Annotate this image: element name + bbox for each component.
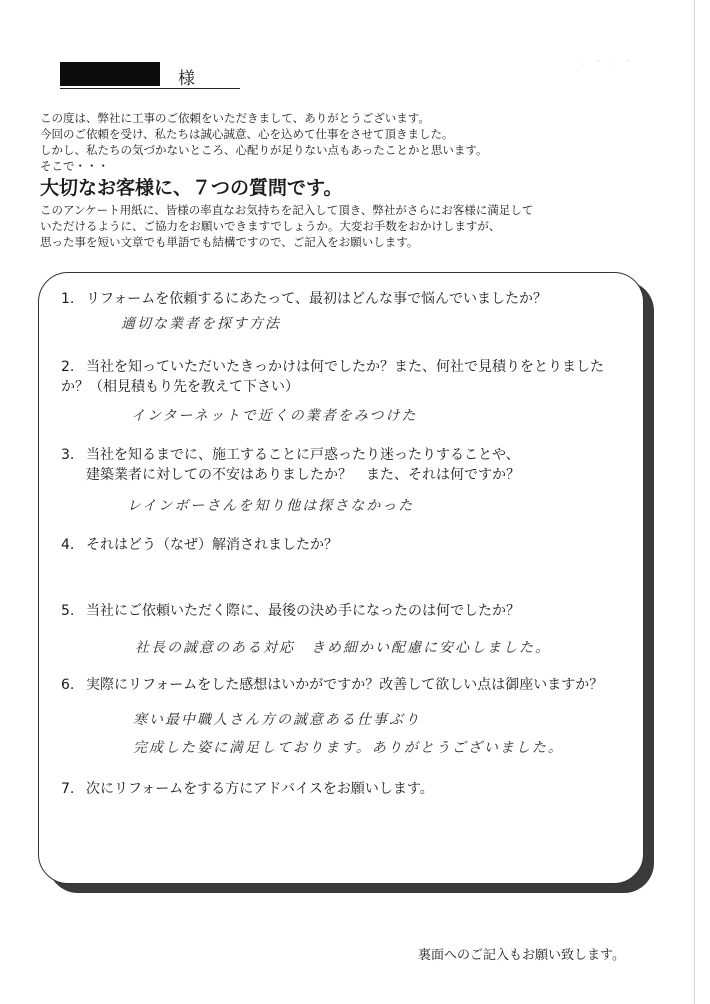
question-4 [61, 535, 631, 555]
handwritten-answer: 完成した姿に満足しております。ありがとうございました。 [133, 740, 564, 756]
handwritten-answer: レインボーさんを知り他は探さなかった [127, 498, 415, 514]
headline: 大切なお客様に、７つの質問です。 [40, 177, 343, 199]
question-number: 7. [61, 781, 75, 797]
question-number: 3. [61, 447, 75, 463]
customer-salutation [60, 62, 240, 89]
question-text: 当社にご依頼いただく際に、最後の決め手になったのは何でしたか？ [86, 603, 520, 619]
question-text: 当社を知っていただいたきっかけは何でしたか？また、何社で見積りをとりましたか？（相見積もり先を教えて下さい） [61, 359, 604, 395]
handwritten-answer: インターネットで近くの業者をみつけた [131, 408, 418, 424]
question-3 [61, 445, 631, 485]
honorific: 様 [178, 69, 195, 89]
intro-line: 思った事を短い文章でも単語でも結構ですので、ご記入をお願いします。 [40, 235, 419, 249]
question-number: 2. [61, 359, 75, 375]
question-number: 5. [61, 603, 75, 619]
question-text: 当社を知るまでに、施工することに戸惑ったり迷ったりすることや、 [86, 447, 520, 463]
intro-line: そこで・・・ [40, 159, 109, 173]
footer-note: 裏面へのご記入もお願い致します。 [418, 948, 625, 963]
intro-line: いただけるように、ご協力をお願いできますでしょうか。大変お手数をおかけしますが、 [40, 219, 501, 233]
question-2 [61, 357, 631, 397]
intro-line: このアンケート用紙に、皆様の率直なお気持ちを記入して頂き、弊社がさらにお客様に満足して [40, 203, 534, 217]
questionnaire-panel [38, 272, 644, 884]
intro-line: 今回のご依頼を受け、私たちは誠心誠意、心を込めて仕事をさせて頂きました。 [40, 127, 454, 141]
question-number: 4. [61, 537, 75, 553]
question-text: それはどう（なぜ）解消されましたか？ [86, 537, 338, 553]
redacted-customer-name [60, 62, 160, 86]
handwritten-answer: 社長の誠意のある対応 きめ細かい配慮に安心しました。 [135, 640, 551, 656]
question-number: 6. [61, 677, 75, 693]
question-1 [61, 289, 631, 309]
question-number: 1. [61, 291, 75, 307]
handwritten-answer: 寒い最中職人さん方の誠意ある仕事ぶり [133, 712, 421, 728]
handwritten-answer: 適切な業者を探す方法 [121, 316, 281, 332]
intro-line: この度は、弊社に工事のご依頼をいただきまして、ありがとうございます。 [40, 111, 430, 125]
question-text: 次にリフォームをする方にアドバイスをお願いします。 [86, 781, 434, 797]
question-5 [61, 601, 631, 621]
question-text: 建築業者に対しての不安はありましたか？ また、それは何ですか？ [86, 467, 520, 483]
intro-text [40, 110, 680, 250]
question-text: リフォームを依頼するにあたって、最初はどんな事で悩んでいましたか？ [86, 291, 548, 307]
question-6 [61, 675, 631, 695]
intro-line: しかし、私たちの気づかないところ、心配りが足りない点もあったことかと思います。 [40, 143, 488, 157]
scan-edge [694, 0, 695, 1004]
scan-specks: · ˉ · ˉ [582, 60, 634, 70]
question-text: 実際にリフォームをした感想はいかがですか？改善して欲しい点は御座いますか？ [86, 677, 604, 693]
question-7 [61, 779, 631, 799]
